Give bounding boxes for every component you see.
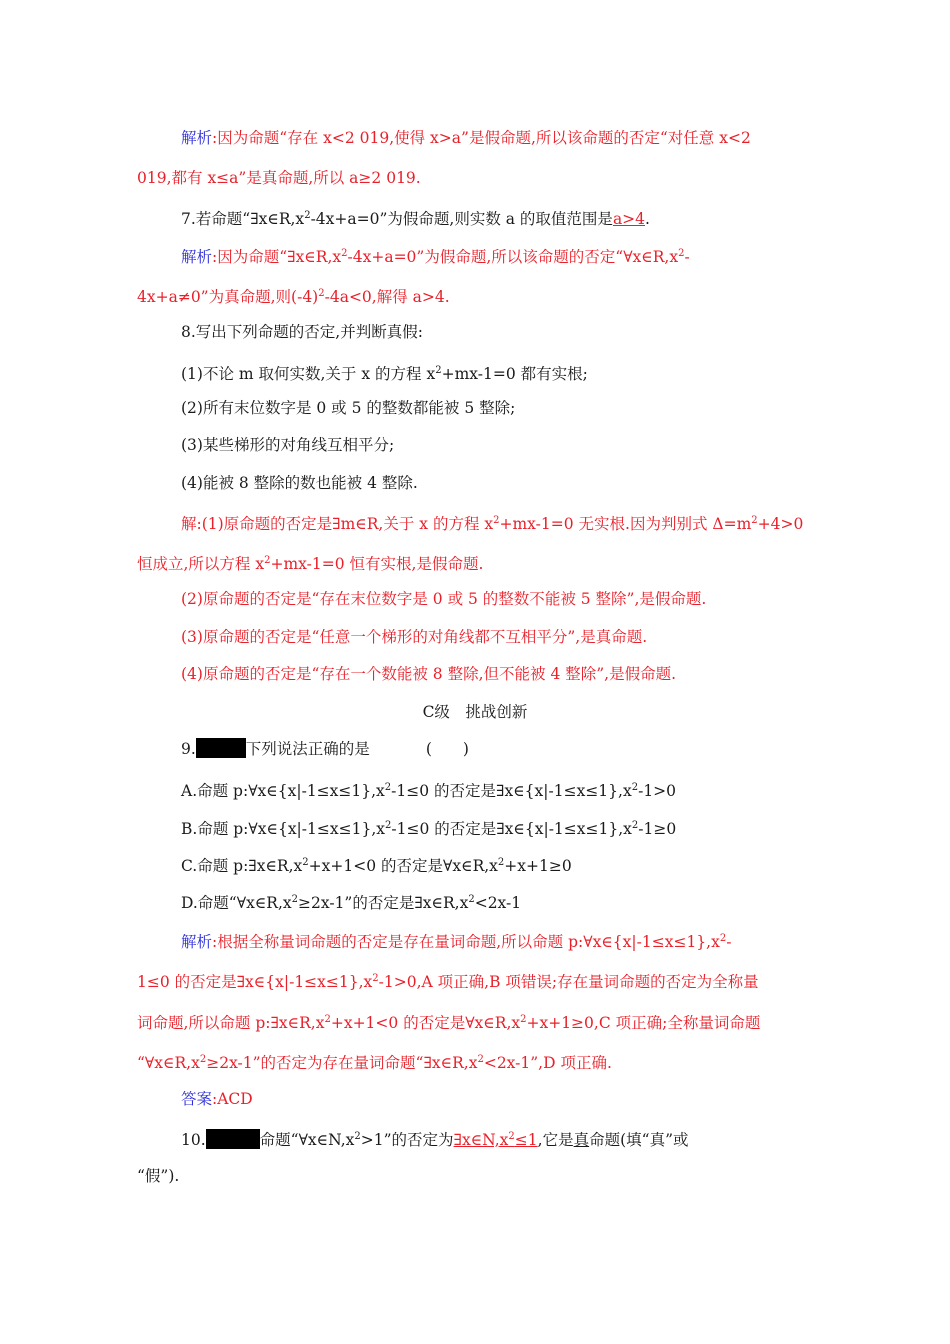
question-7: 7.若命题“$\exists x\in R,x^2-4x+a=0$”为假命题,则实数 a 的取值范围是a>4. [181, 210, 650, 228]
question-9-stem: 9. 下列说法正确的是 ( ) [181, 740, 469, 758]
question-8-item-4: (4)能被 8 整除的数也能被 4 整除. [181, 474, 418, 492]
solution-7-line-1: 解析:因为命题“$\exists x\in R,x^2-4x+a=0$”为假命题,所以该命题的否定“$\forall x\in R,x^2-$ [181, 248, 690, 266]
solution-9-line-4: “$\forall x\in R,x^2\ge 2x-1$”的否定为存在量词命题“$\exists x\in R,x^2<2x-1”,D$ 项正确. [137, 1054, 612, 1072]
question-8-item-2: (2)所有末位数字是 0 或 5 的整数都能被 5 整除; [181, 399, 516, 417]
solution-8-item-2: (2)原命题的否定是“存在末位数字是 0 或 5 的整数不能被 5 整除”,是假命题. [181, 590, 707, 608]
answer-blank-1: $\exists x\in N,x^2\le 1$ [453, 1131, 538, 1149]
answer-9 [181, 1088, 253, 1110]
solution-label: 解析 [181, 248, 213, 266]
option-a: A.命题 $p:\forall x\in\{x|-1\le x\le 1\},x^2-1\le 0$ 的否定是$\exists x\in\{x|-1\le x\le 1\},x^2-1>0$ [181, 782, 677, 800]
solution-8-item-3: (3)原命题的否定是“任意一个梯形的对角线都不互相平分”,是真命题. [181, 628, 648, 646]
answer-parentheses: ( ) [425, 740, 469, 758]
solution-6-line-1 [181, 127, 751, 149]
answer-blank: a>4 [612, 210, 646, 228]
solution-8-item-4: (4)原命题的否定是“存在一个数能被 8 整除,但不能被 4 整除”,是假命题. [181, 665, 677, 683]
section-heading: C级 挑战创新 [422, 703, 528, 721]
answer-blank-2: 真 [573, 1131, 590, 1149]
question-10: 10. 命题“$\forall x\in N,x^2>1$”的否定为$\exists x\in N,x^2\le 1$,它是真命题(填“真”或 [181, 1131, 689, 1149]
redacted-box [196, 738, 246, 758]
question-8-item-1: (1)不论 m 取何实数,关于 x 的方程 $x^2+mx-1=0$ 都有实根; [181, 365, 588, 383]
solution-9-line-2: 1≤0 的否定是$\exists x\in\{x|-1\le x\le 1\},x^2-1>0,A$ 项正确,B 项错误;存在量词命题的否定为全称量 [137, 973, 759, 991]
option-b: B.命题 $p:\forall x\in\{x|-1\le x\le 1\},x^2-1\le 0$ 的否定是$\exists x\in\{x|-1\le x\le 1\},x^2-1\ge 0$ [181, 820, 677, 838]
question-8-item-3: (3)某些梯形的对角线互相平分; [181, 436, 395, 454]
solution-6-line-2: 019,都有 x≤a”是真命题,所以 a≥2 019. [137, 169, 421, 187]
option-c: C.命题 $p:\exists x\in R,x^2+x+1<0$ 的否定是$\forall x\in R,x^2+x+1\ge 0$ [181, 857, 572, 875]
solution-9-line-3: 词命题,所以命题 $p:\exists x\in R,x^2+x+1<0$ 的否定是$\forall x\in R,x^2+x+1\ge 0,C$ 项正确;全称量词命题 [137, 1014, 761, 1032]
solution-label: 解析 [181, 933, 213, 951]
question-10-line-2: “假”). [137, 1167, 180, 1185]
solution-9-line-1: 解析:根据全称量词命题的否定是存在量词命题,所以命题 $p:\forall x\in\{x|-1\le x\le 1\},x^2-$ [181, 933, 732, 951]
question-8-stem: 8.写出下列命题的否定,并判断真假: [181, 323, 423, 341]
solution-7-line-2: 4x+a≠0”为真命题,则$(-4)^2-4a<0$,解得 a>4. [137, 288, 450, 306]
option-d: D.命题“$\forall x\in R,x^2\ge 2x-1$”的否定是$\exists x\in R,x^2<2x-1$ [181, 894, 522, 912]
solution-8-line-2: 恒成立,所以方程 $x^2+mx-1=0$ 恒有实根,是假命题. [137, 555, 484, 573]
solution-label: 解析 [181, 129, 213, 147]
redacted-box [206, 1129, 260, 1149]
solution-text: :因为命题“存在 x<2 019,使得 x>a”是假命题,所以该命题的否定“对任意 x<2 [212, 129, 751, 147]
answer-value: :ACD [212, 1090, 253, 1108]
solution-8-line-1: 解:(1)原命题的否定是∃m∈R,关于 x 的方程 $x^2+mx-1=0$ 无实根.因为判别式 $\Delta=m^2+4>0$ [181, 515, 804, 533]
answer-label: 答案 [181, 1090, 213, 1108]
